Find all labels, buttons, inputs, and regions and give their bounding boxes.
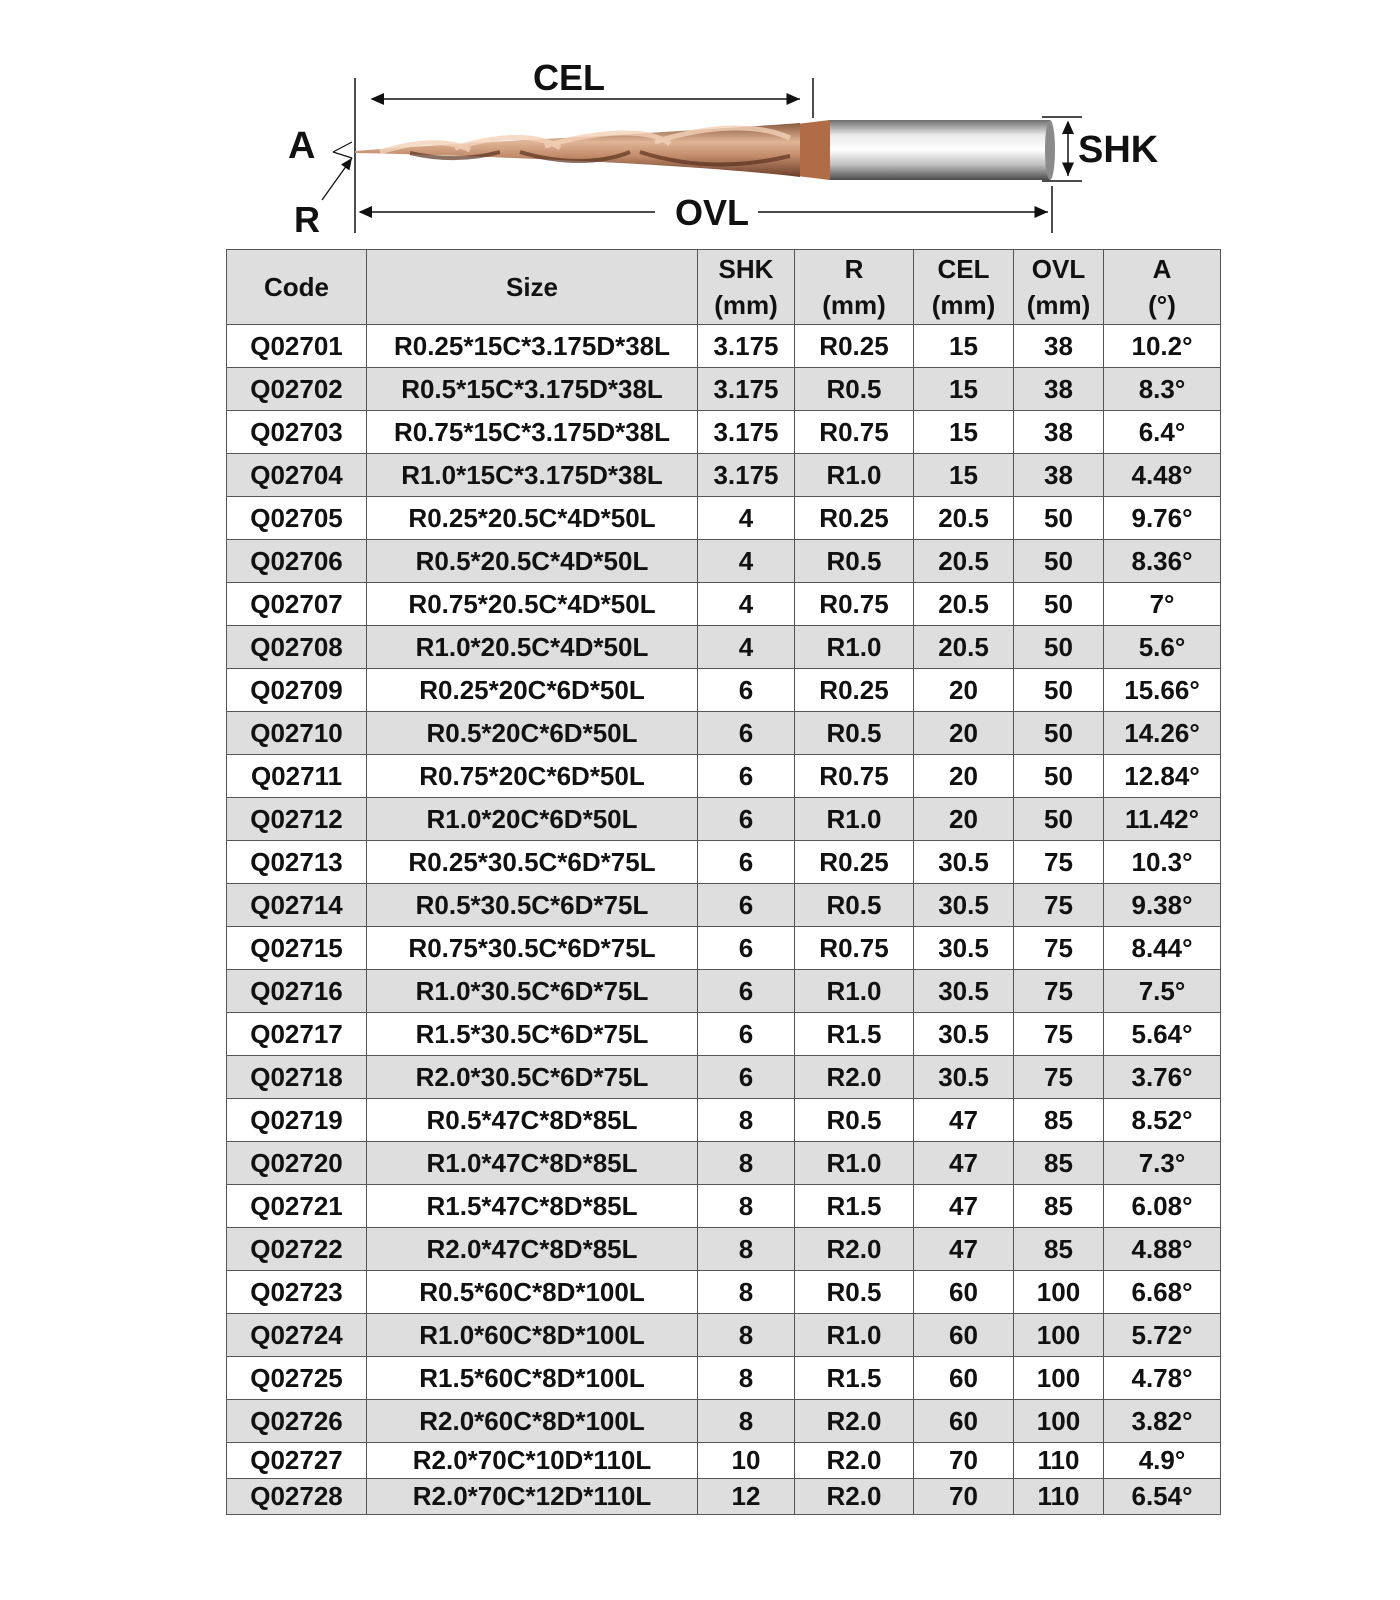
table-cell: Q02728 <box>227 1479 367 1515</box>
table-row <box>227 1142 1221 1185</box>
table-cell: 100 <box>1014 1314 1104 1357</box>
table-row <box>227 1479 1221 1515</box>
table-cell: R1.5*30.5C*6D*75L <box>367 1013 698 1056</box>
table-cell: 8 <box>698 1314 795 1357</box>
table-cell: R0.25*20.5C*4D*50L <box>367 497 698 540</box>
table-cell: 85 <box>1014 1185 1104 1228</box>
table-cell: 8.44° <box>1104 927 1221 970</box>
table-cell: Q02706 <box>227 540 367 583</box>
table-cell: R0.25 <box>795 841 914 884</box>
table-cell: 85 <box>1014 1228 1104 1271</box>
table-cell: 20 <box>914 755 1014 798</box>
table-cell: R2.0*70C*10D*110L <box>367 1443 698 1479</box>
table-cell: R0.75 <box>795 927 914 970</box>
table-cell: Q02722 <box>227 1228 367 1271</box>
table-cell: Q02725 <box>227 1357 367 1400</box>
table-cell: R2.0 <box>795 1400 914 1443</box>
table-cell: Q02711 <box>227 755 367 798</box>
table-row <box>227 1185 1221 1228</box>
shank <box>828 120 1050 180</box>
table-cell: 6 <box>698 841 795 884</box>
table-cell: R0.5 <box>795 1271 914 1314</box>
table-row <box>227 841 1221 884</box>
table-cell: R0.25 <box>795 669 914 712</box>
table-cell: R2.0*47C*8D*85L <box>367 1228 698 1271</box>
table-cell: 75 <box>1014 1013 1104 1056</box>
table-cell: R0.5 <box>795 1099 914 1142</box>
table-cell: R2.0*70C*12D*110L <box>367 1479 698 1515</box>
table-cell: 6.4° <box>1104 411 1221 454</box>
table-cell: 20.5 <box>914 540 1014 583</box>
table-cell: R2.0 <box>795 1479 914 1515</box>
table-cell: R2.0 <box>795 1228 914 1271</box>
table-cell: 50 <box>1014 626 1104 669</box>
table-cell: R0.5*47C*8D*85L <box>367 1099 698 1142</box>
angle-a-label: A <box>288 125 316 167</box>
table-cell: R1.0*15C*3.175D*38L <box>367 454 698 497</box>
tapered-flutes <box>355 123 800 177</box>
table-cell: 100 <box>1014 1400 1104 1443</box>
table-cell: 20.5 <box>914 583 1014 626</box>
end-mill-diagram <box>0 0 1400 245</box>
table-cell: 6.54° <box>1104 1479 1221 1515</box>
table-row <box>227 1314 1221 1357</box>
table-row <box>227 1271 1221 1314</box>
table-cell: R1.0*30.5C*6D*75L <box>367 970 698 1013</box>
table-cell: Q02708 <box>227 626 367 669</box>
table-row <box>227 540 1221 583</box>
table-cell: R0.25 <box>795 325 914 368</box>
table-cell: 6.68° <box>1104 1271 1221 1314</box>
table-cell: Q02721 <box>227 1185 367 1228</box>
table-cell: 30.5 <box>914 970 1014 1013</box>
table-row <box>227 497 1221 540</box>
table-cell: 8.52° <box>1104 1099 1221 1142</box>
table-cell: 100 <box>1014 1271 1104 1314</box>
table-cell: 100 <box>1014 1357 1104 1400</box>
table-cell: 10.3° <box>1104 841 1221 884</box>
table-cell: R1.0 <box>795 970 914 1013</box>
table-cell: 75 <box>1014 841 1104 884</box>
table-cell: 8 <box>698 1271 795 1314</box>
table-cell: 4.78° <box>1104 1357 1221 1400</box>
table-cell: Q02714 <box>227 884 367 927</box>
table-cell: R0.25 <box>795 497 914 540</box>
table-row <box>227 1228 1221 1271</box>
table-cell: 75 <box>1014 970 1104 1013</box>
table-cell: 4.9° <box>1104 1443 1221 1479</box>
table-row <box>227 1357 1221 1400</box>
table-cell: 15 <box>914 454 1014 497</box>
column-header: SHK (mm) <box>698 250 795 325</box>
table-cell: R0.25*20C*6D*50L <box>367 669 698 712</box>
table-cell: 3.175 <box>698 368 795 411</box>
table-cell: 9.38° <box>1104 884 1221 927</box>
table-cell: R1.5 <box>795 1185 914 1228</box>
table-cell: 6 <box>698 798 795 841</box>
table-cell: R1.0 <box>795 1314 914 1357</box>
table-cell: R1.0 <box>795 1142 914 1185</box>
table-cell: 8 <box>698 1357 795 1400</box>
table-cell: Q02726 <box>227 1400 367 1443</box>
table-cell: R0.5 <box>795 368 914 411</box>
table-row <box>227 626 1221 669</box>
table-cell: 38 <box>1014 368 1104 411</box>
table-cell: 12.84° <box>1104 755 1221 798</box>
table-cell: 60 <box>914 1271 1014 1314</box>
table-cell: 30.5 <box>914 841 1014 884</box>
table-cell: 3.175 <box>698 454 795 497</box>
table-cell: R1.0*20C*6D*50L <box>367 798 698 841</box>
table-cell: 9.76° <box>1104 497 1221 540</box>
radius-r-label: R <box>294 199 320 240</box>
table-cell: 6 <box>698 1056 795 1099</box>
table-cell: 12 <box>698 1479 795 1515</box>
table-cell: 14.26° <box>1104 712 1221 755</box>
table-cell: Q02712 <box>227 798 367 841</box>
table-cell: 30.5 <box>914 1013 1014 1056</box>
table-cell: 70 <box>914 1479 1014 1515</box>
shk-label: SHK <box>1078 129 1159 171</box>
table-cell: 4.48° <box>1104 454 1221 497</box>
table-cell: 47 <box>914 1185 1014 1228</box>
column-header: Size <box>367 250 698 325</box>
table-cell: 60 <box>914 1314 1014 1357</box>
table-cell: Q02705 <box>227 497 367 540</box>
table-cell: Q02707 <box>227 583 367 626</box>
table-row <box>227 669 1221 712</box>
table-cell: 8 <box>698 1142 795 1185</box>
table-cell: R2.0*30.5C*6D*75L <box>367 1056 698 1099</box>
table-cell: Q02715 <box>227 927 367 970</box>
table-row <box>227 454 1221 497</box>
table-cell: R1.0 <box>795 798 914 841</box>
table-cell: R1.5*47C*8D*85L <box>367 1185 698 1228</box>
table-cell: 75 <box>1014 1056 1104 1099</box>
table-cell: 20 <box>914 712 1014 755</box>
table-cell: 4 <box>698 497 795 540</box>
table-cell: R0.5*20C*6D*50L <box>367 712 698 755</box>
table-row <box>227 325 1221 368</box>
table-cell: Q02724 <box>227 1314 367 1357</box>
table-cell: R0.75*20C*6D*50L <box>367 755 698 798</box>
column-header: OVL (mm) <box>1014 250 1104 325</box>
table-cell: 20 <box>914 798 1014 841</box>
table-cell: 7.3° <box>1104 1142 1221 1185</box>
table-cell: R0.75*15C*3.175D*38L <box>367 411 698 454</box>
table-cell: R1.5*60C*8D*100L <box>367 1357 698 1400</box>
table-cell: R1.0*60C*8D*100L <box>367 1314 698 1357</box>
table-row <box>227 583 1221 626</box>
table-cell: 70 <box>914 1443 1014 1479</box>
table-cell: 3.76° <box>1104 1056 1221 1099</box>
table-cell: Q02719 <box>227 1099 367 1142</box>
table-row <box>227 1099 1221 1142</box>
table-cell: R0.5*15C*3.175D*38L <box>367 368 698 411</box>
table-cell: 110 <box>1014 1443 1104 1479</box>
table-cell: 50 <box>1014 583 1104 626</box>
table-cell: R0.25*30.5C*6D*75L <box>367 841 698 884</box>
table-cell: 5.6° <box>1104 626 1221 669</box>
table-cell: 4 <box>698 626 795 669</box>
table-cell: R2.0 <box>795 1443 914 1479</box>
column-header: CEL (mm) <box>914 250 1014 325</box>
table-cell: 38 <box>1014 325 1104 368</box>
table-row <box>227 712 1221 755</box>
table-cell: R0.25*15C*3.175D*38L <box>367 325 698 368</box>
table-cell: 60 <box>914 1357 1014 1400</box>
table-cell: Q02718 <box>227 1056 367 1099</box>
table-cell: R0.5 <box>795 712 914 755</box>
table-cell: 50 <box>1014 669 1104 712</box>
table-cell: 75 <box>1014 884 1104 927</box>
table-cell: Q02717 <box>227 1013 367 1056</box>
table-cell: 10.2° <box>1104 325 1221 368</box>
table-cell: R0.5*30.5C*6D*75L <box>367 884 698 927</box>
table-cell: 4.88° <box>1104 1228 1221 1271</box>
table-cell: 75 <box>1014 927 1104 970</box>
table-row <box>227 884 1221 927</box>
table-cell: R1.0 <box>795 454 914 497</box>
table-cell: 15 <box>914 368 1014 411</box>
table-row <box>227 798 1221 841</box>
table-cell: R0.75 <box>795 755 914 798</box>
table-cell: 85 <box>1014 1099 1104 1142</box>
table-cell: 47 <box>914 1142 1014 1185</box>
table-cell: R2.0*60C*8D*100L <box>367 1400 698 1443</box>
table-row <box>227 1443 1221 1479</box>
table-cell: 8.3° <box>1104 368 1221 411</box>
column-header: A (°) <box>1104 250 1221 325</box>
table-cell: Q02702 <box>227 368 367 411</box>
table-cell: R1.0*20.5C*4D*50L <box>367 626 698 669</box>
table-cell: Q02709 <box>227 669 367 712</box>
table-cell: 60 <box>914 1400 1014 1443</box>
table-cell: 3.175 <box>698 411 795 454</box>
table-cell: 50 <box>1014 755 1104 798</box>
ovl-label: OVL <box>674 192 750 233</box>
table-header-row <box>227 250 1221 325</box>
table-cell: 6 <box>698 970 795 1013</box>
table-cell: 3.82° <box>1104 1400 1221 1443</box>
table-cell: Q02723 <box>227 1271 367 1314</box>
table-cell: 15 <box>914 411 1014 454</box>
table-cell: R0.75*30.5C*6D*75L <box>367 927 698 970</box>
table-cell: Q02720 <box>227 1142 367 1185</box>
table-cell: Q02716 <box>227 970 367 1013</box>
radius-pointer <box>322 158 352 200</box>
table-cell: R0.75 <box>795 583 914 626</box>
table-cell: 10 <box>698 1443 795 1479</box>
table-cell: R0.75*20.5C*4D*50L <box>367 583 698 626</box>
table-cell: 30.5 <box>914 884 1014 927</box>
table-cell: 7° <box>1104 583 1221 626</box>
table-cell: 4 <box>698 540 795 583</box>
column-header: Code <box>227 250 367 325</box>
table-row <box>227 1056 1221 1099</box>
table-cell: 38 <box>1014 454 1104 497</box>
table-cell: 38 <box>1014 411 1104 454</box>
table-cell: R0.5 <box>795 540 914 583</box>
column-header: R (mm) <box>795 250 914 325</box>
table-cell: Q02710 <box>227 712 367 755</box>
table-row <box>227 927 1221 970</box>
table-cell: 6 <box>698 884 795 927</box>
table-cell: Q02703 <box>227 411 367 454</box>
cel-label: CEL <box>533 57 605 98</box>
table-cell: 20 <box>914 669 1014 712</box>
table-row <box>227 368 1221 411</box>
table-cell: 8 <box>698 1400 795 1443</box>
table-cell: 50 <box>1014 712 1104 755</box>
table-cell: 50 <box>1014 497 1104 540</box>
spec-table <box>226 249 1221 1515</box>
table-cell: 7.5° <box>1104 970 1221 1013</box>
table-cell: 47 <box>914 1228 1014 1271</box>
table-cell: 20.5 <box>914 497 1014 540</box>
table-cell: Q02701 <box>227 325 367 368</box>
table-cell: 4 <box>698 583 795 626</box>
table-cell: 30.5 <box>914 927 1014 970</box>
table-cell: Q02713 <box>227 841 367 884</box>
table-cell: 6 <box>698 755 795 798</box>
table-cell: R0.5*20.5C*4D*50L <box>367 540 698 583</box>
table-cell: 15.66° <box>1104 669 1221 712</box>
table-row <box>227 970 1221 1013</box>
table-cell: R0.5*60C*8D*100L <box>367 1271 698 1314</box>
table-cell: R1.5 <box>795 1357 914 1400</box>
table-cell: 8 <box>698 1228 795 1271</box>
table-cell: R0.5 <box>795 884 914 927</box>
table-row <box>227 411 1221 454</box>
table-cell: 5.72° <box>1104 1314 1221 1357</box>
table-cell: 6.08° <box>1104 1185 1221 1228</box>
table-cell: 15 <box>914 325 1014 368</box>
table-row <box>227 1013 1221 1056</box>
table-cell: 110 <box>1014 1479 1104 1515</box>
table-row <box>227 755 1221 798</box>
table-cell: R1.0 <box>795 626 914 669</box>
table-cell: 6 <box>698 669 795 712</box>
table-cell: 6 <box>698 712 795 755</box>
table-row <box>227 1400 1221 1443</box>
table-cell: R0.75 <box>795 411 914 454</box>
table-cell: R2.0 <box>795 1056 914 1099</box>
table-cell: 8 <box>698 1185 795 1228</box>
table-cell: 6 <box>698 1013 795 1056</box>
table-cell: 8.36° <box>1104 540 1221 583</box>
table-cell: 30.5 <box>914 1056 1014 1099</box>
table-cell: Q02727 <box>227 1443 367 1479</box>
table-cell: 5.64° <box>1104 1013 1221 1056</box>
table-cell: Q02704 <box>227 454 367 497</box>
table-cell: 20.5 <box>914 626 1014 669</box>
table-cell: 85 <box>1014 1142 1104 1185</box>
table-cell: 8 <box>698 1099 795 1142</box>
table-cell: 47 <box>914 1099 1014 1142</box>
table-cell: 3.175 <box>698 325 795 368</box>
table-cell: 11.42° <box>1104 798 1221 841</box>
table-cell: R1.5 <box>795 1013 914 1056</box>
table-cell: 50 <box>1014 540 1104 583</box>
table-cell: R1.0*47C*8D*85L <box>367 1142 698 1185</box>
table-cell: 6 <box>698 927 795 970</box>
table-cell: 50 <box>1014 798 1104 841</box>
